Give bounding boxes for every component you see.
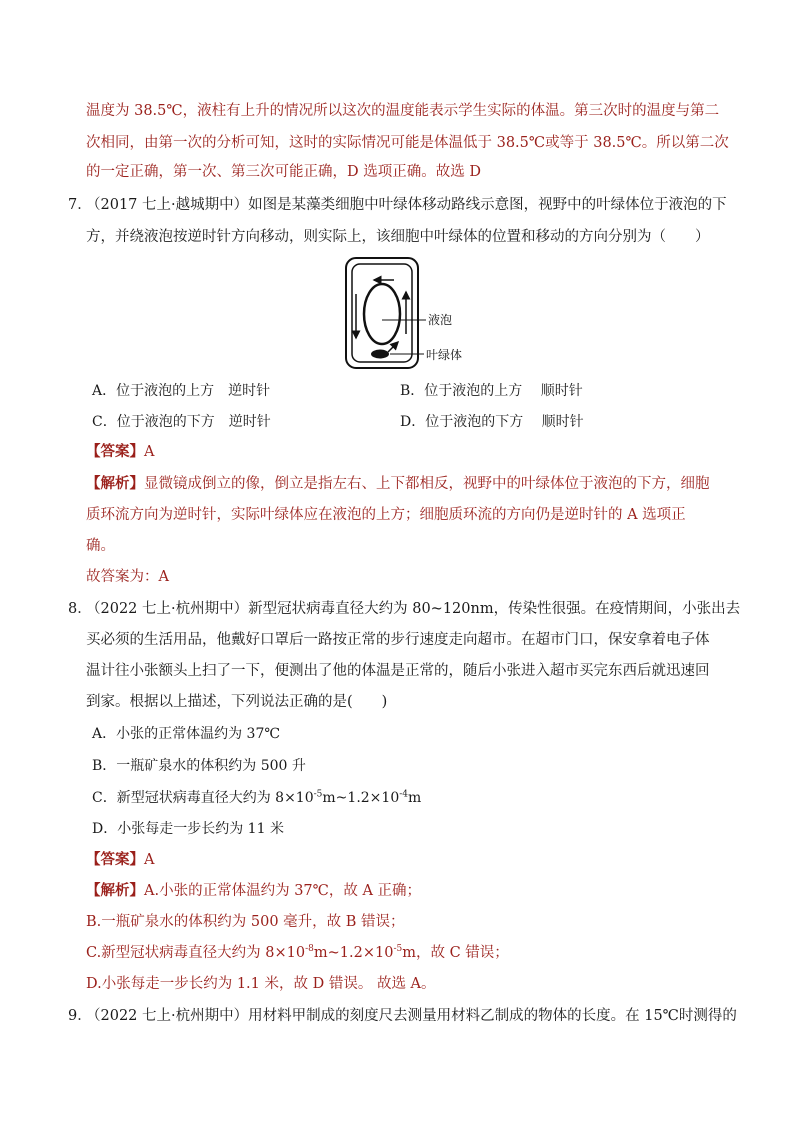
q7-answer: [86, 441, 154, 463]
q8-stem-line-4: 到家。根据以上描述，下列说法正确的是( ): [86, 694, 388, 710]
q8-option-c: [92, 787, 421, 809]
q8-option-c-exp1: -5: [313, 789, 323, 800]
prev-solution-line-3: 的一定正确，第一次、第三次可能正确，D 选项正确。故选 D: [86, 164, 481, 180]
q7-answer-tag: 【答案】: [86, 443, 144, 460]
q8-analysis-b: B.一瓶矿泉水的体积约为 500 毫升，故 B 错误；: [86, 914, 405, 930]
q8-answer-value: A: [144, 852, 155, 868]
q8-analysis-a: [86, 880, 421, 902]
q8-number: 8．: [68, 601, 92, 617]
prev-solution-line-1: 温度为 38.5℃，液柱有上升的情况所以这次的温度能表示学生实际的体温。第三次时的温度与第二: [86, 103, 720, 119]
q8-option-c-post: m: [408, 790, 422, 806]
q7-analysis-line-1: [86, 473, 710, 495]
q8-stem-line-3: 温计往小张额头上扫了一下，便测出了他的体温是正常的，随后小张进入超市买完东西后就迅速回: [86, 663, 710, 679]
q9-stem-line-1: （2022 七上·杭州期中）用材料甲制成的刻度尺去测量用材料乙制成的物体的长度。在 15℃时测得的: [86, 1008, 737, 1024]
q7-option-d: D．位于液泡的下方 顺时针: [400, 414, 584, 430]
chloroplast-dot: [371, 350, 389, 359]
q9-number: 9．: [68, 1008, 92, 1024]
q7-option-a: A．位于液泡的上方 逆时针: [92, 383, 271, 399]
chloroplast-movement-diagram: [344, 256, 476, 372]
q8-answer-tag: 【答案】: [86, 851, 144, 868]
arrow-bottom: [388, 342, 398, 352]
q7-analysis-line-3: 确。: [86, 538, 115, 554]
q8-analysis-a-text: A.小张的正常体温约为 37℃，故 A 正确；: [144, 883, 422, 899]
q8-analysis-c: [86, 942, 509, 964]
q8-option-d: D．小张每走一步长约为 11 米: [92, 821, 284, 837]
q8-option-c-mid: m~1.2×10: [322, 790, 400, 806]
q8-analysis-c-exp2: -5: [393, 944, 403, 955]
prev-solution-line-2: 次相同，由第一次的分析可知，这时的实际情况可能是体温低于 38.5℃或等于 38.5℃。所以第二次: [86, 135, 729, 151]
vacuole-ellipse: [364, 284, 400, 344]
q7-analysis-line-2: 质环流方向为逆时针，实际叶绿体应在液泡的上方；细胞质环流的方向仍是逆时针的 A 选项正: [86, 507, 686, 523]
q7-final-answer: 故答案为：A: [86, 569, 169, 585]
q7-number: 7．: [68, 197, 92, 213]
q8-analysis-tag: 【解析】: [86, 882, 144, 899]
q8-option-c-pre: C．新型冠状病毒直径大约为 8×10: [92, 790, 314, 806]
label-vacuole: 液泡: [428, 313, 453, 327]
q8-analysis-d: D.小张每走一步长约为 1.1 米，故 D 错误。 故选 A。: [86, 976, 436, 992]
q8-analysis-c-mid: m~1.2×10: [313, 945, 394, 961]
q7-analysis-text-1: 显微镜成倒立的像，倒立是指左右、上下都相反，视野中的叶绿体位于液泡的下方，细胞: [144, 476, 710, 492]
q7-stem-line-1: （2017 七上·越城期中）如图是某藻类细胞中叶绿体移动路线示意图，视野中的叶绿体位于液泡的下: [86, 197, 727, 213]
q8-analysis-c-exp1: -8: [305, 944, 314, 955]
q7-answer-value: A: [144, 444, 155, 460]
q7-option-b: B．位于液泡的上方 顺时针: [400, 383, 583, 399]
q7-stem-line-2: 方，并绕液泡按逆时针方向移动，则实际上，该细胞中叶绿体的位置和移动的方向分别为（ ）: [86, 229, 710, 245]
q8-answer: [86, 849, 154, 871]
q7-analysis-tag: 【解析】: [86, 475, 144, 492]
q8-option-a: A．小张的正常体温约为 37℃: [92, 726, 281, 742]
q8-analysis-c-post: m，故 C 错误；: [402, 945, 509, 961]
q8-option-b: B．一瓶矿泉水的体积约为 500 升: [92, 758, 306, 774]
q8-option-c-exp2: -4: [399, 789, 409, 800]
q8-stem-line-1: （2022 七上·杭州期中）新型冠状病毒直径大约为 80~120nm，传染性很强。在疫情期间，小张出去: [86, 601, 741, 617]
cell-wall-inner: [352, 264, 412, 362]
q8-analysis-c-pre: C.新型冠状病毒直径大约为 8×10: [86, 945, 306, 961]
q7-option-c: C．位于液泡的下方 逆时针: [92, 414, 271, 430]
q8-stem-line-2: 买必须的生活用品，他戴好口罩后一路按正常的步行速度走向超市。在超市门口，保安拿着电子体: [86, 632, 710, 648]
label-chloroplast: 叶绿体: [426, 348, 463, 362]
